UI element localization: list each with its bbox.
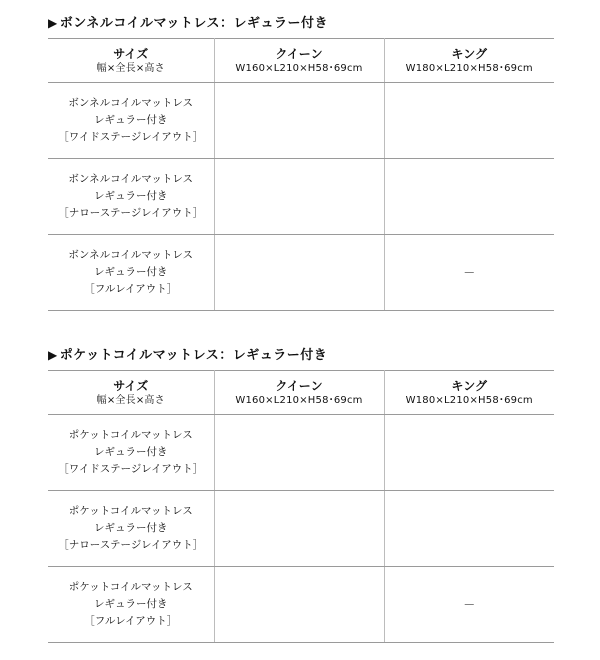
header-king-cell xyxy=(384,39,554,83)
triangle-right-icon: ▶ xyxy=(48,16,58,30)
row-king-cell xyxy=(384,415,554,491)
row-name-line: ボンネルコイルマットレス xyxy=(68,97,194,109)
row-name-cell xyxy=(48,415,214,491)
row-name-line: ［フルレイアウト］ xyxy=(84,283,178,295)
row-name-line: ［ナローステージレイアウト］ xyxy=(58,207,204,219)
header-king-dims: W180×L210×H58･69cm xyxy=(405,394,533,406)
row-king-cell xyxy=(384,83,554,159)
row-name-cell xyxy=(48,491,214,567)
row-name-cell xyxy=(48,83,214,159)
row-queen-cell xyxy=(214,415,384,491)
section-title xyxy=(48,8,554,38)
row-queen-cell xyxy=(214,491,384,567)
row-name-line: レギュラー付き xyxy=(94,190,168,202)
header-size-sub: 幅×全長×高さ xyxy=(96,394,165,406)
row-queen-cell xyxy=(214,159,384,235)
row-name-line: ［ワイドステージレイアウト］ xyxy=(58,131,204,143)
header-queen-name: クイーン xyxy=(275,46,323,61)
header-king-dims: W180×L210×H58･69cm xyxy=(405,62,533,74)
table-row xyxy=(48,83,554,159)
section-pocket-coil xyxy=(48,340,554,643)
row-name-line: ［ワイドステージレイアウト］ xyxy=(58,463,204,475)
table-row xyxy=(48,567,554,643)
size-table xyxy=(48,370,554,643)
header-queen-cell xyxy=(214,39,384,83)
header-queen-dims: W160×L210×H58･69cm xyxy=(235,394,363,406)
row-king-cell: － xyxy=(384,567,554,643)
row-name-line: ポケットコイルマットレス xyxy=(68,581,193,593)
table-row xyxy=(48,415,554,491)
section-title-text: ボンネルコイルマットレス：レギュラー付き xyxy=(59,16,329,31)
row-name-line: レギュラー付き xyxy=(94,446,168,458)
row-name-cell xyxy=(48,567,214,643)
header-king-name: キング xyxy=(451,46,488,61)
table-row xyxy=(48,235,554,311)
row-name-line: ボンネルコイルマットレス xyxy=(68,173,194,185)
header-size-label: サイズ xyxy=(113,46,149,61)
size-table xyxy=(48,38,554,311)
row-queen-cell xyxy=(214,235,384,311)
row-name-cell xyxy=(48,159,214,235)
header-size-cell xyxy=(48,371,214,415)
row-name-line: ［フルレイアウト］ xyxy=(84,615,178,627)
row-name-line: レギュラー付き xyxy=(94,114,168,126)
header-queen-name: クイーン xyxy=(275,378,323,393)
row-name-line: ［ナローステージレイアウト］ xyxy=(58,539,204,551)
row-name-cell xyxy=(48,235,214,311)
header-size-label: サイズ xyxy=(113,378,149,393)
row-name-line: レギュラー付き xyxy=(94,598,168,610)
table-row xyxy=(48,159,554,235)
header-size-cell xyxy=(48,39,214,83)
row-name-line: レギュラー付き xyxy=(94,522,168,534)
row-name-line: ポケットコイルマットレス xyxy=(68,505,193,517)
row-name-line: ポケットコイルマットレス xyxy=(68,429,193,441)
row-queen-cell xyxy=(214,83,384,159)
table-row xyxy=(48,491,554,567)
row-king-cell xyxy=(384,159,554,235)
row-king-cell: － xyxy=(384,235,554,311)
header-size-sub: 幅×全長×高さ xyxy=(96,62,165,74)
header-king-name: キング xyxy=(451,378,488,393)
section-title xyxy=(48,340,554,370)
header-queen-cell xyxy=(214,371,384,415)
header-king-cell xyxy=(384,371,554,415)
section-bonnell-coil xyxy=(48,8,554,311)
row-queen-cell xyxy=(214,567,384,643)
row-name-line: ボンネルコイルマットレス xyxy=(68,249,194,261)
triangle-right-icon: ▶ xyxy=(48,348,58,362)
header-queen-dims: W160×L210×H58･69cm xyxy=(235,62,363,74)
table-header-row xyxy=(48,39,554,83)
table-header-row xyxy=(48,371,554,415)
section-title-text: ポケットコイルマットレス：レギュラー付き xyxy=(59,348,328,363)
row-king-cell xyxy=(384,491,554,567)
row-name-line: レギュラー付き xyxy=(94,266,168,278)
